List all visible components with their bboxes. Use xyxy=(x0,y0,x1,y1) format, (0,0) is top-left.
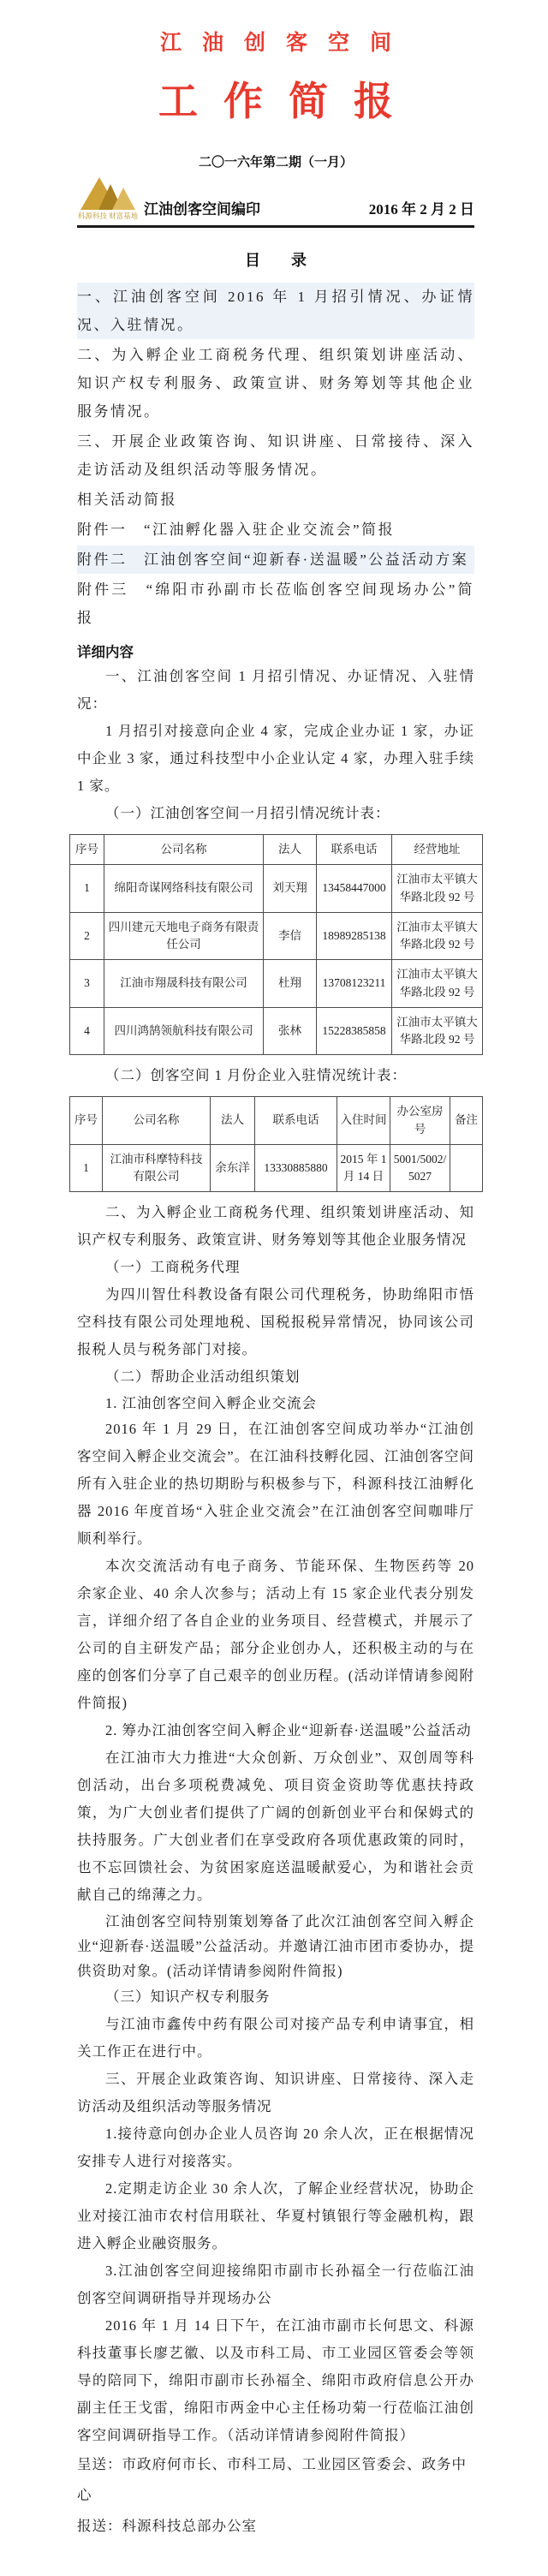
recruitment-stats-table xyxy=(69,834,483,1055)
table-header-cell: 法人 xyxy=(264,835,317,865)
table-header-cell: 办公室房号 xyxy=(390,1097,450,1145)
table-cell: 刘天翔 xyxy=(264,865,317,913)
paragraph: 与江油市鑫传中药有限公司对接产品专利申请事宜，相关工作正在进行中。 xyxy=(77,2016,474,2060)
toc-item: 附件三 “绵阳市孙副市长莅临创客空间现场办公”简报 xyxy=(77,581,474,626)
table-cell: 四川建元天地电子商务有限责任公司 xyxy=(104,912,264,960)
table-of-contents xyxy=(77,248,474,632)
subsection-heading: （二）帮助企业活动组织策划 xyxy=(105,1368,301,1386)
table-cell: 江油市太平镇大华路北段 92 号 xyxy=(392,912,483,960)
table-cell: 13330885880 xyxy=(255,1144,337,1192)
table-row xyxy=(70,960,483,1008)
table-cell: 4 xyxy=(70,1007,104,1055)
paragraph: 本次交流活动有电子商务、节能环保、生物医药等 20 余家企业、40 余人次参与；活动上有 15 家企业代表分别发言，详细介绍了各自企业的业务项目、经营模式，并展示了公司的自主研发产品；部分企业创办人，还积极主动的与在座的创客们分享了自己艰辛的创业历程。(活动详情请参阅附件简报) xyxy=(77,1558,474,1712)
doc-title: 工作简报 xyxy=(158,80,419,123)
toc-item: 相关活动简报 xyxy=(77,492,177,508)
section-heading: 三、开展企业政策咨询、知识讲座、日常接待、深入走访活动及组织活动等服务情况 xyxy=(77,2071,474,2115)
details-heading: 详细内容 xyxy=(77,645,134,660)
toc-item: 一、江油创客空间 2016 年 1 月招引情况、办证情况、入驻情况。 xyxy=(77,283,474,339)
subsection-heading: （一）工商税务代理 xyxy=(105,1259,241,1276)
table-cell: 江油市太平镇大华路北段 92 号 xyxy=(392,960,483,1008)
table-header-row xyxy=(70,1097,483,1145)
table-row xyxy=(70,912,483,960)
table-cell: 江油市太平镇大华路北段 92 号 xyxy=(392,1007,483,1055)
table-row xyxy=(70,1144,483,1192)
table-cell: 余东洋 xyxy=(211,1144,255,1192)
table-cell: 江油市翔晟科技有限公司 xyxy=(104,960,264,1008)
paragraph: 2016 年 1 月 29 日，在江油创客空间成功举办“江油创客空间入孵企业交流会”。在江油科技孵化园、江油创客空间所有入驻企业的热切期盼与积极参与下，科源科技江油孵化器 2016 年度首场“入驻企业交流会”在江油创客空间咖啡厅顺利举行。 xyxy=(77,1421,474,1547)
table-header-cell: 序号 xyxy=(70,835,104,865)
table-cell: 江油市科摩特科技有限公司 xyxy=(103,1144,211,1192)
table-cell: 绵阳奇谋网络科技有限公司 xyxy=(104,865,264,913)
table-cell: 1 xyxy=(70,865,104,913)
table-cell: 张林 xyxy=(264,1007,317,1055)
report-line: 报送：科源科技总部办公室 xyxy=(77,2518,257,2535)
table-cell: 江油市太平镇大华路北段 92 号 xyxy=(392,865,483,913)
table-cell: 李信 xyxy=(264,912,317,960)
table-header-cell: 公司名称 xyxy=(103,1097,211,1145)
masthead xyxy=(77,26,474,228)
paragraph: 为四川智仕科教设备有限公司代理税务，协助绵阳市悟空科技有限公司处理地税、国税报税异常情况，协同该公司报税人员与税务部门对接。 xyxy=(77,1286,474,1358)
distribution-footer xyxy=(77,2449,474,2542)
table-header-cell: 序号 xyxy=(70,1097,103,1145)
table-cell: 1 xyxy=(70,1144,103,1192)
table-cell: 四川鸿鹄领航科技有限公司 xyxy=(104,1007,264,1055)
table-header-row xyxy=(70,835,483,865)
table-header-cell: 经营地址 xyxy=(392,835,483,865)
issue-line: 二〇一六年第二期（一月） xyxy=(198,155,353,170)
paragraph: 2016 年 1 月 14 日下午，在江油市副市长何思文、科源科技董事长廖艺徽、以及市科工局、市工业园区管委会等领导的陪同下，绵阳市副市长孙福全、绵阳市政府信息公开办副主任王戈雷，绵阳市两金中心主任杨功菊一行莅临江油创客空间调研指导工作。（活动详情请参阅附件简报） xyxy=(77,2317,474,2444)
table-row xyxy=(70,1007,483,1055)
publisher-label: 江油创客空间编印 xyxy=(144,201,260,218)
table-header-cell: 法人 xyxy=(211,1097,255,1145)
logo-caption: 科源科技 财富基地 xyxy=(77,212,139,220)
table-header-cell: 备注 xyxy=(450,1097,483,1145)
table-cell: 15228385858 xyxy=(317,1007,392,1055)
publication-row xyxy=(77,174,474,228)
mountains-logo-graphic xyxy=(80,174,136,210)
cc-line: 呈送：市政府何市长、市科工局、工业园区管委会、政务中心 xyxy=(77,2456,467,2504)
org-title: 江油创客空间 xyxy=(159,32,412,55)
event-title: 1. 江油创客空间入孵企业交流会 xyxy=(105,1395,317,1412)
event-title: 2. 筹办江油创客空间入孵企业“迎新春·送温暖”公益活动 xyxy=(105,1722,472,1739)
table-cell xyxy=(450,1144,483,1192)
paragraph: 江油创客空间特别策划筹备了此次江油创客空间入孵企业“迎新春·送温暖”公益活动。并邀请江油市团市委协办，提供资助对象。(活动详情请参阅附件简报) xyxy=(77,1913,474,1980)
occupancy-stats-table xyxy=(69,1096,483,1192)
table-cell: 杜翔 xyxy=(264,960,317,1008)
toc-heading: 目 录 xyxy=(245,252,307,269)
section-3 xyxy=(77,2066,474,2449)
table-cell: 13458447000 xyxy=(317,865,392,913)
section-1 xyxy=(74,663,478,1192)
paragraph: 在江油市大力推进“大众创新、万众创业”、双创周等科创活动，出台多项税费减免、项目资金资助等优惠扶持政策，为广大创业者们提供了广阔的创新创业平台和保姆式的扶持服务。广大创业者们在享受政府各项优惠政策的同时，也不忘回馈社会、为贫困家庭送温暖献爱心，为和谐社会贡献自己的绵薄之力。 xyxy=(77,1750,474,1904)
toc-item: 三、开展企业政策咨询、知识讲座、日常接待、深入走访活动及组织活动等服务情况。 xyxy=(77,433,474,478)
section-2 xyxy=(77,1199,474,2066)
table-cell: 18989285138 xyxy=(317,912,392,960)
section-heading: 一、江油创客空间 1 月招引情况、办证情况、入驻情况： xyxy=(77,668,474,712)
table-header-cell: 联系电话 xyxy=(255,1097,337,1145)
table-cell: 5001/5002/5027 xyxy=(390,1144,450,1192)
table-caption: （二）创客空间 1 月份企业入驻情况统计表： xyxy=(105,1067,407,1084)
table-cell: 3 xyxy=(70,960,104,1008)
publisher-block xyxy=(77,174,260,221)
publish-date: 2016 年 2 月 2 日 xyxy=(368,201,474,218)
section-heading: 二、为入孵企业工商税务代理、组织策划讲座活动、知识产权专利服务、政策宣讲、财务筹划等其他企业服务情况 xyxy=(77,1204,474,1249)
paragraph: 3.江油创客空间迎接绵阳市副市长孙福全一行莅临江油创客空间调研指导并现场办公 xyxy=(77,2263,474,2307)
table-cell: 2 xyxy=(70,912,104,960)
table-header-cell: 公司名称 xyxy=(104,835,264,865)
paragraph: 2.定期走访企业 30 余人次，了解企业经营状况，协助企业对接江油市农村信用联社、华夏村镇银行等金融机构，跟进入孵企业融资服务。 xyxy=(77,2180,474,2252)
table-cell: 13708123211 xyxy=(317,960,392,1008)
table-caption: （一）江油创客空间一月招引情况统计表： xyxy=(105,805,390,821)
table-header-cell: 联系电话 xyxy=(317,835,392,865)
paragraph: 1 月招引对接意向企业 4 家，完成企业办证 1 家，办证中企业 3 家，通过科技型中小企业认定 4 家，办理入驻手续 1 家。 xyxy=(77,723,474,794)
mountains-logo-icon xyxy=(77,174,139,221)
toc-item: 附件一 “江油孵化器入驻企业交流会”简报 xyxy=(77,522,396,538)
paragraph: 1.接待意向创办企业人员咨询 20 余人次，正在根据情况安排专人进行对接落实。 xyxy=(77,2126,474,2170)
toc-item: 二、为入孵企业工商税务代理、组织策划讲座活动、知识产权专利服务、政策宣讲、财务筹划等其他企业服务情况。 xyxy=(77,347,474,420)
table-header-cell: 入住时间 xyxy=(337,1097,390,1145)
table-row xyxy=(70,865,483,913)
subsection-heading: （三）知识产权专利服务 xyxy=(105,1989,271,2006)
table-cell: 2015 年 1 月 14 日 xyxy=(337,1144,390,1192)
toc-item: 附件二 江油创客空间“迎新春·送温暖”公益活动方案 xyxy=(77,546,474,574)
